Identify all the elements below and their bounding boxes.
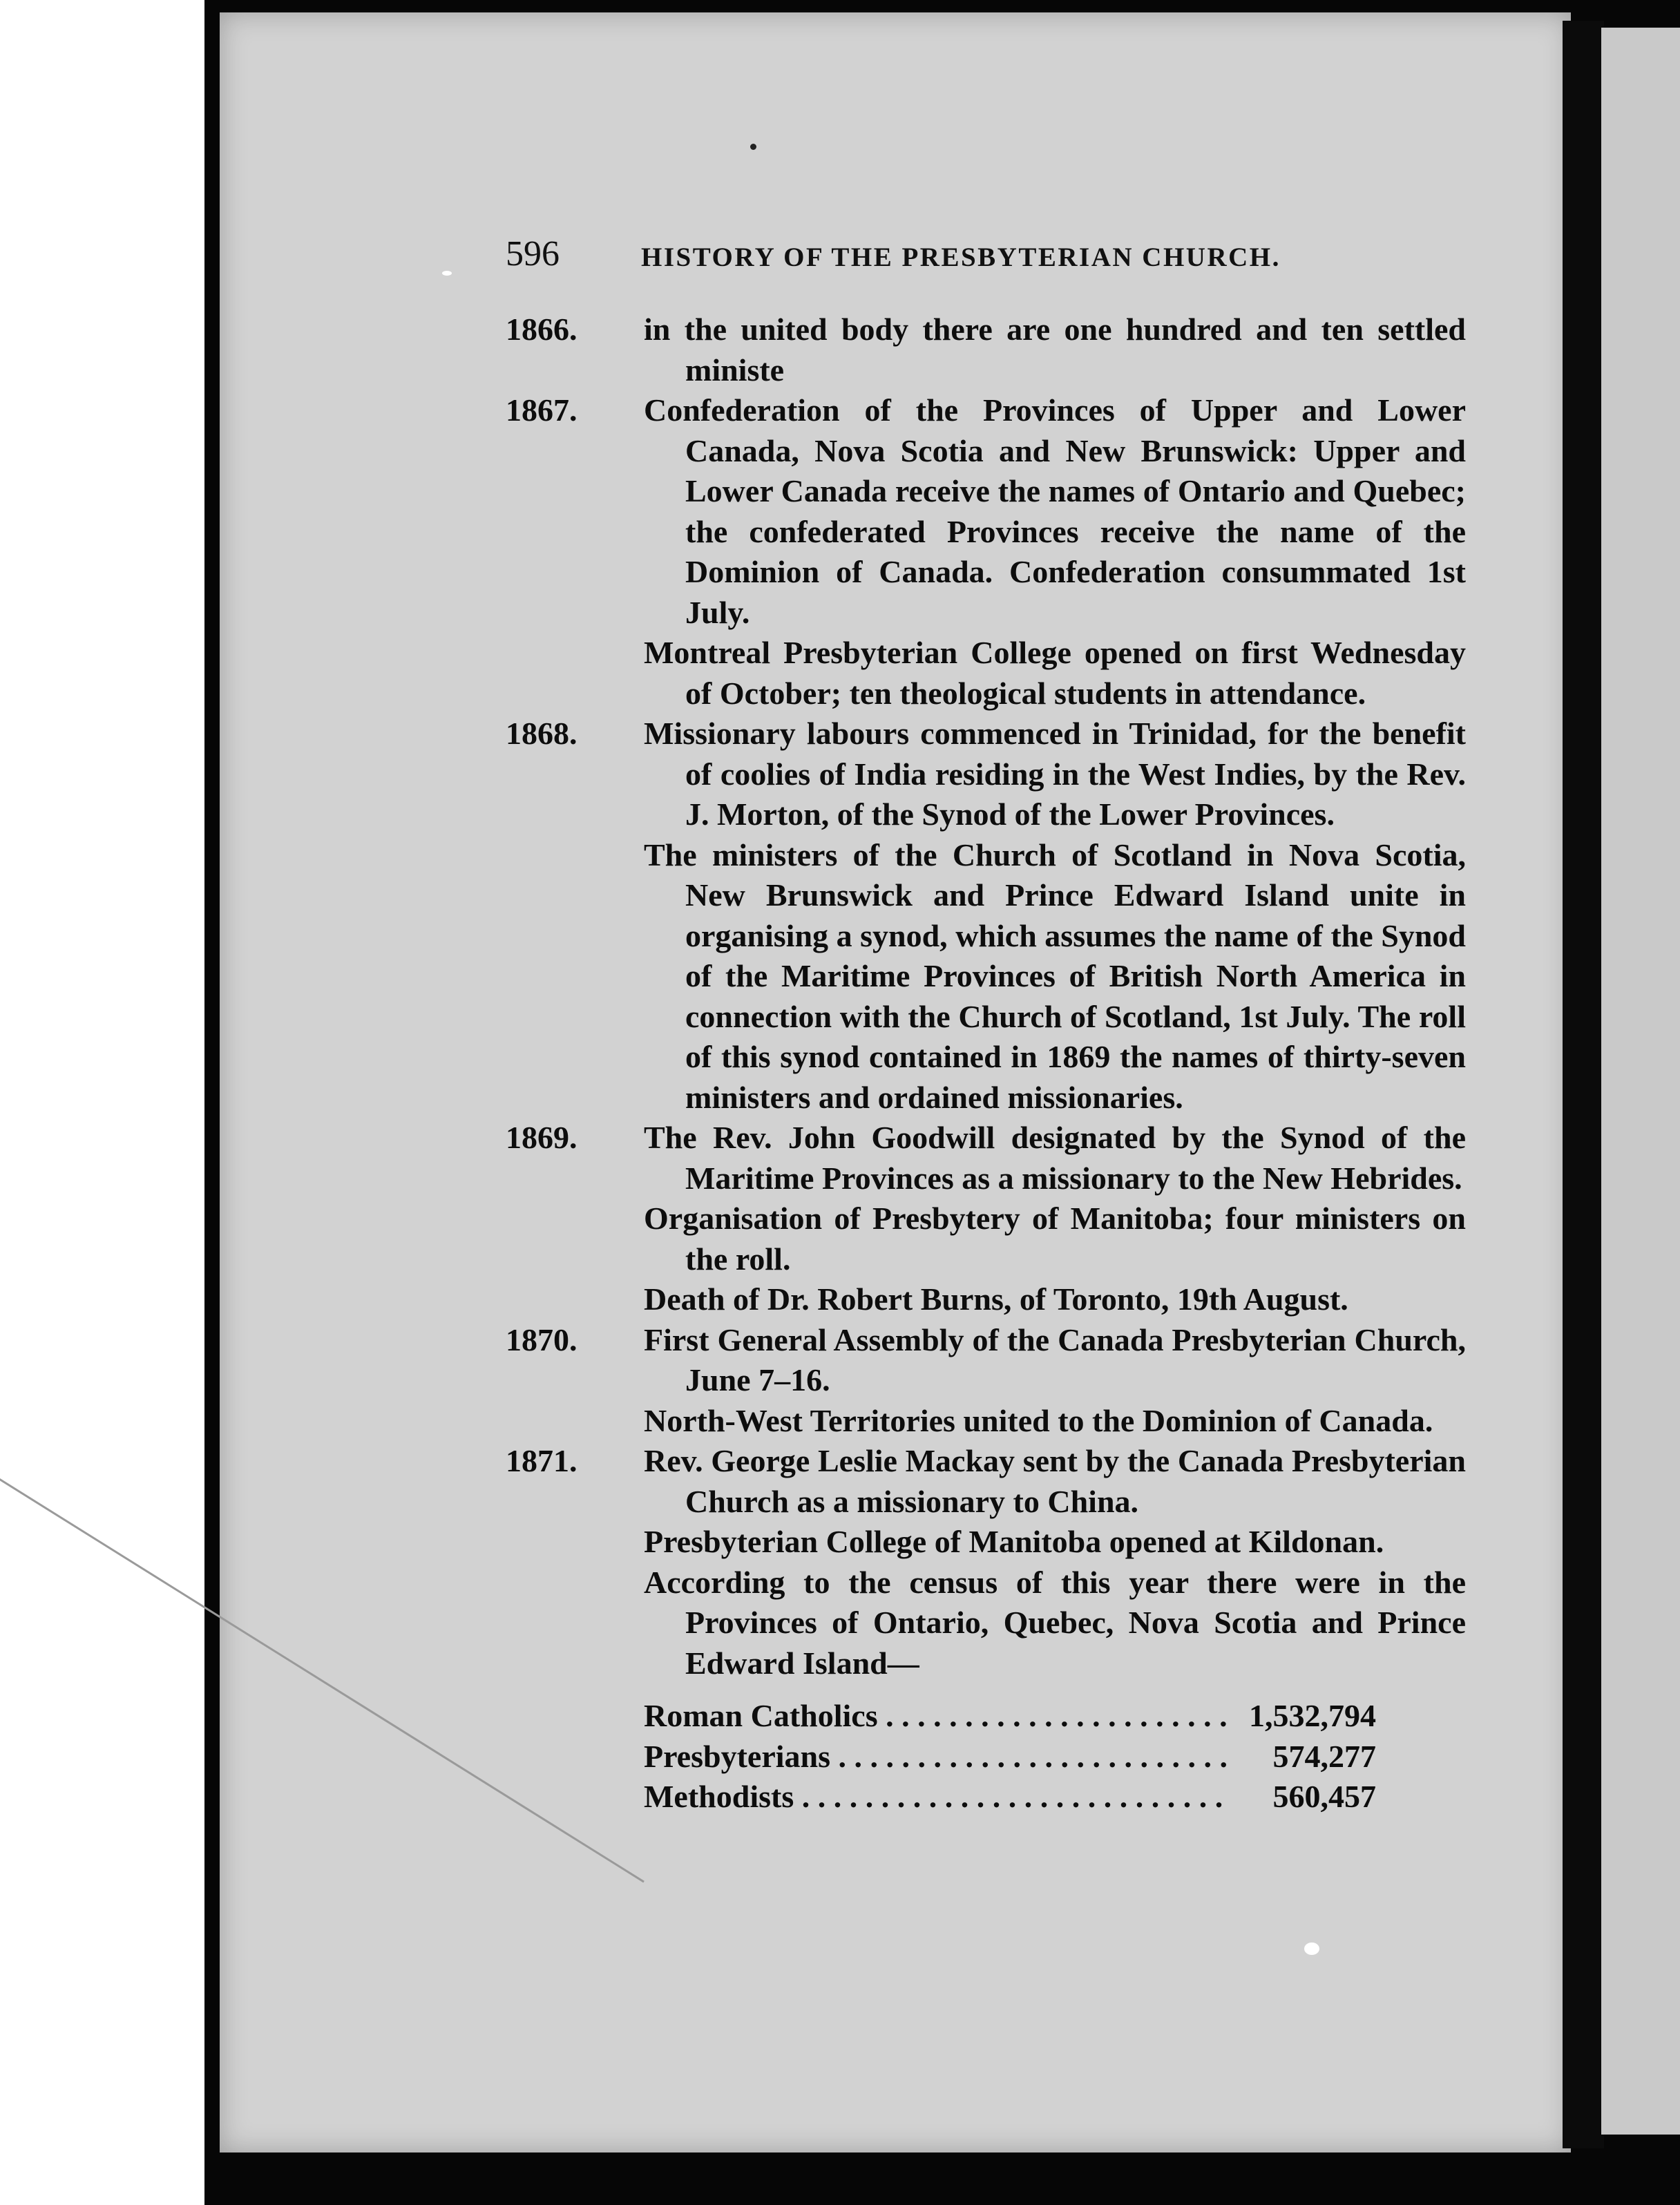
table-row	[644, 1737, 1466, 1777]
page-body	[506, 309, 1466, 1817]
row-label: Methodists . . .	[644, 1777, 1231, 1817]
census-table	[644, 1696, 1466, 1817]
speck	[1304, 1942, 1319, 1955]
entry-year: 1870.	[506, 1321, 578, 1357]
running-title: HISTORY OF THE PRESBYTERIAN CHURCH.	[641, 242, 1281, 272]
entry-1867	[506, 390, 1466, 714]
entry-year: 1868.	[506, 716, 578, 751]
entry-text: in the united body there are one hundred and ten settled ministe	[644, 312, 1466, 388]
entry-1871	[506, 1441, 1466, 1683]
row-label: Roman Catholics . . .	[644, 1696, 1231, 1737]
entry-text: Presbyterian College of Manitoba opened at Kildonan.	[644, 1524, 1384, 1559]
entry-text: According to the census of this year there were in the Provinces of Ontario, Quebec, Nova Scotia and Prince Edward Island—	[644, 1564, 1466, 1681]
entry-year: 1869.	[506, 1120, 578, 1155]
entry-1868	[506, 714, 1466, 1118]
row-value: 574,277	[1272, 1738, 1376, 1774]
entry-text: Rev. George Leslie Mackay sent by the Canada Presbyterian Church as a missionary to China.	[644, 1443, 1466, 1519]
entry-text: First General Assembly of the Canada Presbyterian Church, June 7–16.	[644, 1321, 1466, 1397]
page-header	[506, 233, 1335, 289]
entry-text: The ministers of the Church of Scotland in Nova Scotia, New Brunswick and Prince Edward Island unite in organising a synod, which assumes the name of the Synod of the Maritime Provinces of British North America in connection with the Church of Scotland, 1st July. The roll of this synod contained in 1869 the names of thirty-seven ministers and ordained missionaries.	[644, 837, 1466, 1115]
page-gutter	[1563, 21, 1604, 2148]
entry-text: Montreal Presbyterian College opened on first Wednesday of October; ten theological students in attendance.	[644, 635, 1466, 711]
entry-text: North-West Territories united to the Dominion of Canada.	[644, 1402, 1433, 1438]
entry-year: 1866.	[506, 312, 578, 347]
table-row	[644, 1696, 1466, 1737]
row-label: Presbyterians . . .	[644, 1737, 1231, 1777]
entry-year: 1871.	[506, 1443, 578, 1478]
entry-text: Missionary labours commenced in Trinidad, for the benefit of coolies of India residing in the West Indies, by the Rev. J. Morton, of the Synod of the Lower Provinces.	[644, 716, 1466, 832]
margin-strip	[0, 0, 207, 2205]
entry-text: Death of Dr. Robert Burns, of Toronto, 19th August.	[644, 1281, 1348, 1317]
entry-text: Confederation of the Provinces of Upper and Lower Canada, Nova Scotia and New Brunswick: Upper and Lower Canada receive the names of Ontario and Quebec; the confederated Provinces receive the name of the Dominion of Canada. Confederation consummated 1st July.	[644, 392, 1466, 630]
entry-1869	[506, 1118, 1466, 1320]
facing-page-edge	[1601, 28, 1680, 2135]
entry-text: Organisation of Presbytery of Manitoba; four ministers on the roll.	[644, 1201, 1466, 1277]
entry-1866	[506, 309, 1466, 390]
entry-1870	[506, 1320, 1466, 1442]
entry-text: The Rev. John Goodwill designated by the Synod of the Maritime Provinces as a missionary to the New Hebrides.	[644, 1120, 1466, 1196]
row-value: 560,457	[1272, 1779, 1376, 1814]
page-number: 596	[506, 234, 560, 274]
table-row	[644, 1777, 1466, 1817]
entry-year: 1867.	[506, 392, 578, 428]
row-value: 1,532,794	[1249, 1698, 1376, 1733]
speck	[750, 144, 756, 150]
speck	[442, 271, 452, 276]
